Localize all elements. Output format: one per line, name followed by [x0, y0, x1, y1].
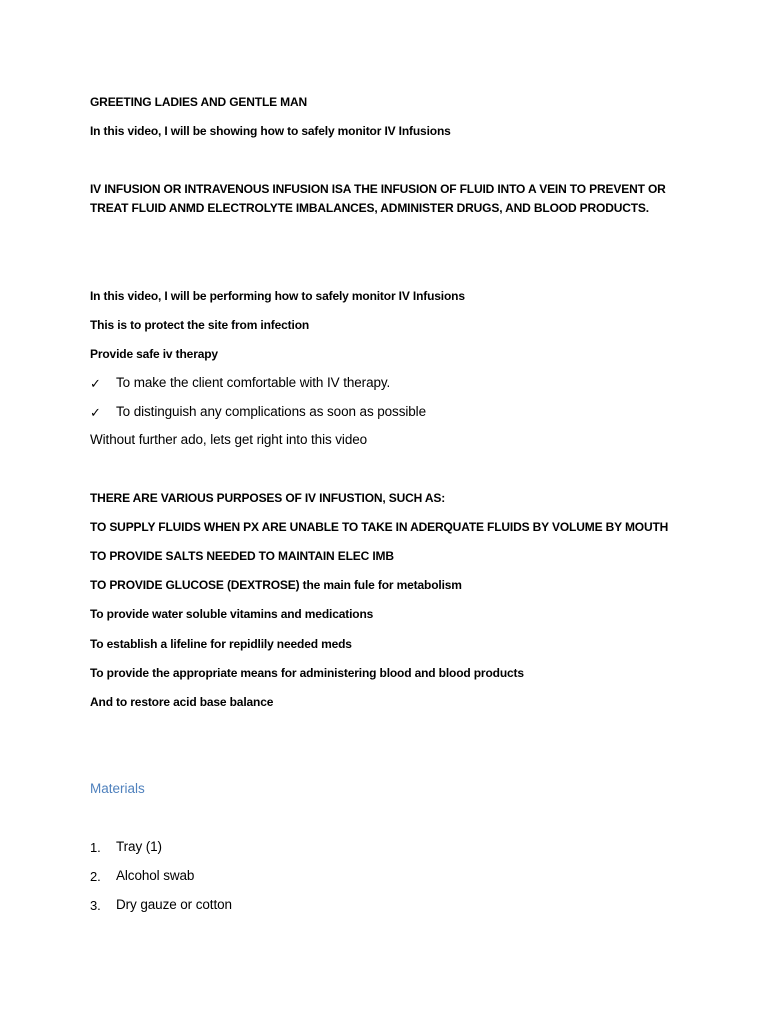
- safe-therapy-line: Provide safe iv therapy: [90, 347, 218, 361]
- definition-line-2: TREAT FLUID ANMD ELECTROLYTE IMBALANCES, ADMINISTER DRUGS, AND BLOOD PRODUCTS.: [90, 201, 649, 215]
- protect-line: This is to protect the site from infection: [90, 318, 310, 332]
- checkmark-icon: ✓: [90, 376, 101, 391]
- checklist-item: To distinguish any complications as soon as possible: [116, 404, 426, 419]
- purpose-item: TO SUPPLY FLUIDS WHEN PX ARE UNABLE TO TAKE IN ADERQUATE FLUIDS BY VOLUME BY MOUTH: [90, 520, 669, 534]
- purpose-item: To provide the appropriate means for administering blood and blood products: [90, 666, 524, 680]
- intro-line-1: In this video, I will be showing how to safely monitor IV Infusions: [90, 124, 451, 138]
- purpose-item: TO PROVIDE GLUCOSE (DEXTROSE) the main fule for metabolism: [90, 578, 462, 592]
- materials-heading: Materials: [90, 781, 145, 796]
- list-number: 3.: [90, 898, 101, 913]
- purposes-heading: THERE ARE VARIOUS PURPOSES OF IV INFUSTION, SUCH AS:: [90, 491, 446, 505]
- purpose-item: And to restore acid base balance: [90, 695, 274, 709]
- checklist-item: To make the client comfortable with IV therapy.: [116, 375, 391, 390]
- greeting-line: GREETING LADIES AND GENTLE MAN: [90, 95, 308, 109]
- list-number: 1.: [90, 840, 101, 855]
- purpose-item: TO PROVIDE SALTS NEEDED TO MAINTAIN ELEC IMB: [90, 549, 394, 563]
- transition-line: Without further ado, lets get right into this video: [90, 432, 368, 447]
- material-item: Tray (1): [116, 839, 162, 854]
- checkmark-icon: ✓: [90, 405, 101, 420]
- definition-line-1: IV INFUSION OR INTRAVENOUS INFUSION ISA THE INFUSION OF FLUID INTO A VEIN TO PREVENT OR: [90, 182, 666, 196]
- purpose-item: To provide water soluble vitamins and medications: [90, 607, 374, 621]
- list-number: 2.: [90, 869, 101, 884]
- intro-line-2: In this video, I will be performing how to safely monitor IV Infusions: [90, 289, 465, 303]
- purpose-item: To establish a lifeline for repidlily needed meds: [90, 637, 352, 651]
- material-item: Dry gauze or cotton: [116, 897, 232, 912]
- material-item: Alcohol swab: [116, 868, 195, 883]
